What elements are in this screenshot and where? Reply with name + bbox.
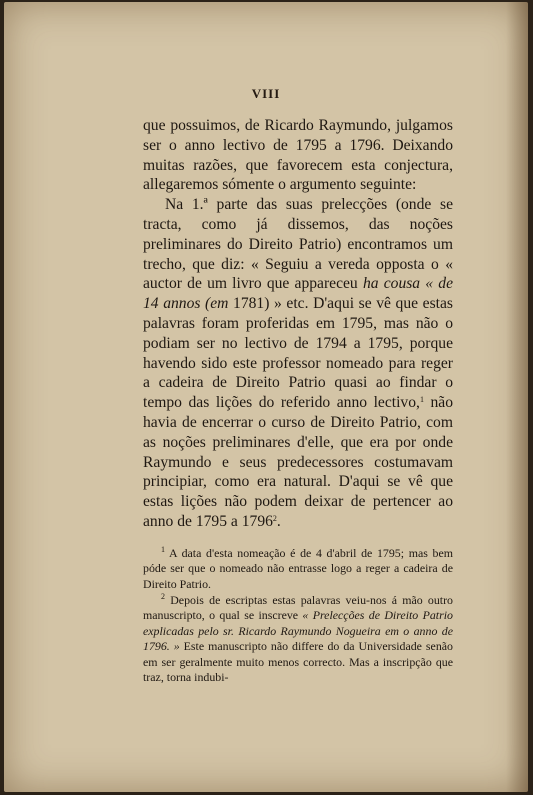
footnote-ref-2: 2 (272, 513, 277, 523)
paragraph-2-part-d: não havia de encerrar o curso de Direito Patrio, com as noções preliminares d'elle, que era por onde Raymundo e seus predecessores costumavam principiar, como era natural. D'aqui se vê que estas lições não podem deixar de pertencer ao anno de 1795 a 1796 (143, 394, 453, 530)
page-text-block (143, 116, 453, 686)
footnote-2 (143, 593, 453, 687)
paragraph-2-part-a: Na 1.ª parte das suas prelecções (onde se tracta, como já dissemos, das noções preliminares do Direito Patrio) encontramos um trecho, que diz: « Seguiu a vereda opposta o « auctor de um livro que appareceu (143, 196, 453, 293)
footnote-1-text: A data d'esta nomeação é de 4 d'abril de 1795; mas bem póde ser que o nomeado não entrasse logo a reger a cadeira de Direito Patrio. (143, 545, 453, 591)
paragraph-2-part-c: 1781) » etc. D'aqui se vê que estas palavras foram proferidas em 1795, mas não o podiam ser no lectivo de 1794 a 1795, porque havendo sido este professor nomeado para reger a cadeira de Direito Patrio quasi ao findar o tempo das lições do referido anno lectivo, (143, 295, 453, 412)
paragraph-1: que possuimos, de Ricardo Raymundo, julgamos ser o anno lectivo de 1795 a 1796. Deixando muitas razões, que favorecem esta conjectura, allegaremos sómente o argumento seguinte: (143, 117, 453, 194)
footnote-2-mark: 2 (161, 591, 165, 601)
footnote-ref-1: 1 (419, 395, 424, 405)
footnote-2-text-b: Este manuscripto não differe do da Universidade senão em ser geralmente muito menos correcto. Mas a inscripção que traz, torna indubi- (143, 639, 453, 685)
footnote-1 (143, 546, 453, 593)
book-page (4, 2, 528, 792)
paragraph-2-end: . (276, 512, 281, 530)
footnote-1-mark: 1 (161, 544, 165, 554)
footnote-2-text-a: Depois de escriptas estas palavras veiu-nos á mão outro manuscripto, o qual se inscreve (143, 592, 453, 623)
footnote-2-italic: « Prelecções de Direito Patrio explicadas pelo sr. Ricardo Raymundo Nogueira em o anno de 1796. » (143, 608, 453, 654)
footnotes (143, 546, 453, 686)
paragraph-2-italic: ha cousa « de 14 annos (em (143, 275, 454, 313)
page-gutter-shadow (506, 2, 528, 792)
page-number: VIII (251, 86, 281, 101)
paragraph-2 (143, 195, 453, 532)
body-text (143, 116, 453, 532)
